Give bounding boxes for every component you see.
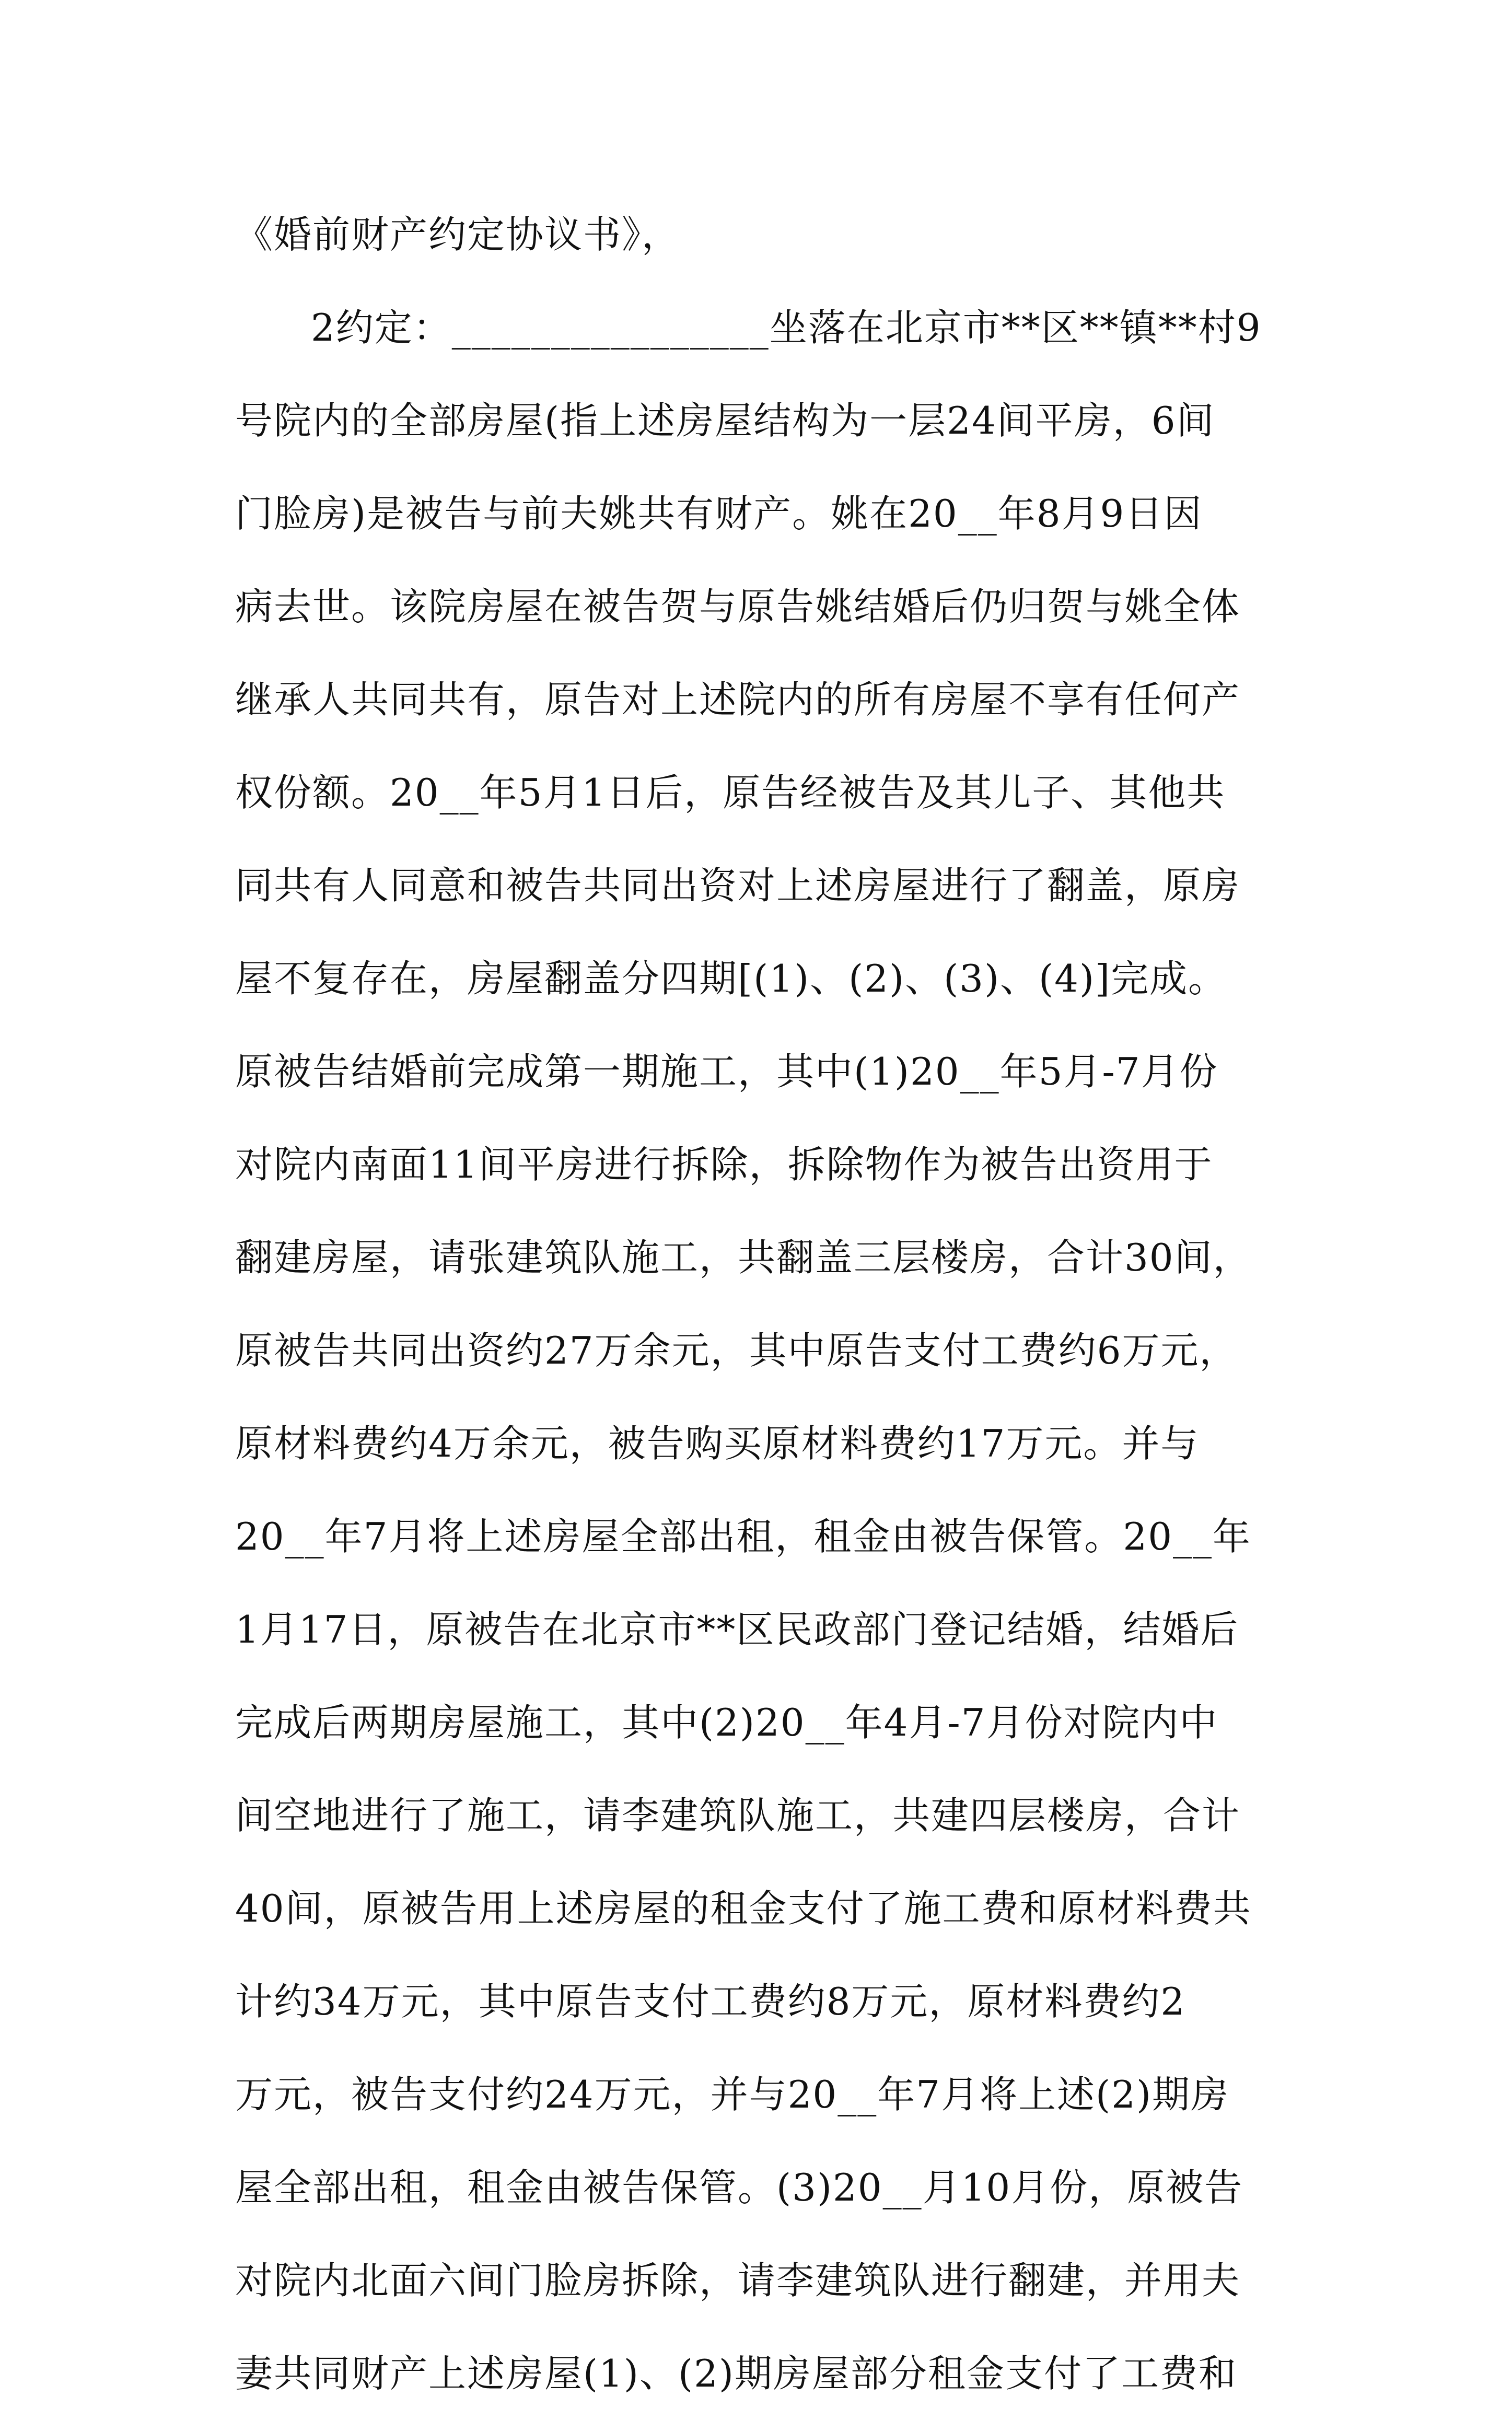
- text-line-20: 计约34万元，其中原告支付工费约8万元，原材料费约2: [235, 1980, 1186, 2023]
- text-line-8: 同共有人同意和被告共同出资对上述房屋进行了翻盖，原房: [235, 864, 1241, 908]
- text-line-19: 40间，原被告用上述房屋的租金支付了施工费和原材料费共: [235, 1887, 1252, 1930]
- text-line-5: 病去世。该院房屋在被告贺与原告姚结婚后仍归贺与姚全体: [235, 585, 1241, 629]
- text-line-24: 妻共同财产上述房屋(1)、(2)期房屋部分租金支付了工费和: [235, 2352, 1237, 2395]
- document-body: [235, 188, 1306, 2420]
- text-line-7: 权份额。20__年5月1日后，原告经被告及其儿子、其他共: [235, 771, 1226, 815]
- text-line-22: 屋全部出租，租金由被告保管。(3)20__月10月份，原被告: [235, 2166, 1243, 2209]
- text-line-23: 对院内北面六间门脸房拆除，请李建筑队进行翻建，并用夫: [235, 2259, 1241, 2302]
- text-line-17: 完成后两期房屋施工，其中(2)20__年4月-7月份对院内中: [235, 1701, 1218, 1744]
- text-line-16: 1月17日，原被告在北京市**区民政部门登记结婚，结婚后: [235, 1608, 1239, 1651]
- text-line-18: 间空地进行了施工，请李建筑队施工，共建四层楼房，合计: [235, 1794, 1241, 1837]
- text-line-14: 原材料费约4万余元，被告购买原材料费约17万元。并与: [235, 1422, 1200, 1465]
- text-line-12: 翻建房屋，请张建筑队施工，共翻盖三层楼房，合计30间，: [235, 1236, 1252, 1279]
- text-line-4: 门脸房)是被告与前夫姚共有财产。姚在20__年8月9日因: [235, 492, 1203, 536]
- text-line-21: 万元，被告支付约24万元，并与20__年7月将上述(2)期房: [235, 2073, 1230, 2116]
- text-line-13: 原被告共同出资约27万余元，其中原告支付工费约6万元，: [235, 1329, 1238, 1372]
- text-line-3: 号院内的全部房屋(指上述房屋结构为一层24间平房，6间: [235, 399, 1215, 443]
- text-line-2: 2约定：________________坐落在北京市**区**镇**村9: [311, 306, 1262, 350]
- text-line-9: 屋不复存在，房屋翻盖分四期[(1)、(2)、(3)、(4)]完成。: [235, 957, 1227, 1000]
- text-line-11: 对院内南面11间平房进行拆除，拆除物作为被告出资用于: [235, 1143, 1213, 1186]
- text-line-1: 《婚前财产约定协议书》，: [235, 213, 681, 257]
- text-line-15: 20__年7月将上述房屋全部出租，租金由被告保管。20__年: [235, 1515, 1252, 1558]
- text-line-10: 原被告结婚前完成第一期施工，其中(1)20__年5月-7月份: [235, 1050, 1218, 1093]
- text-line-6: 继承人共同共有，原告对上述院内的所有房屋不享有任何产: [235, 678, 1241, 722]
